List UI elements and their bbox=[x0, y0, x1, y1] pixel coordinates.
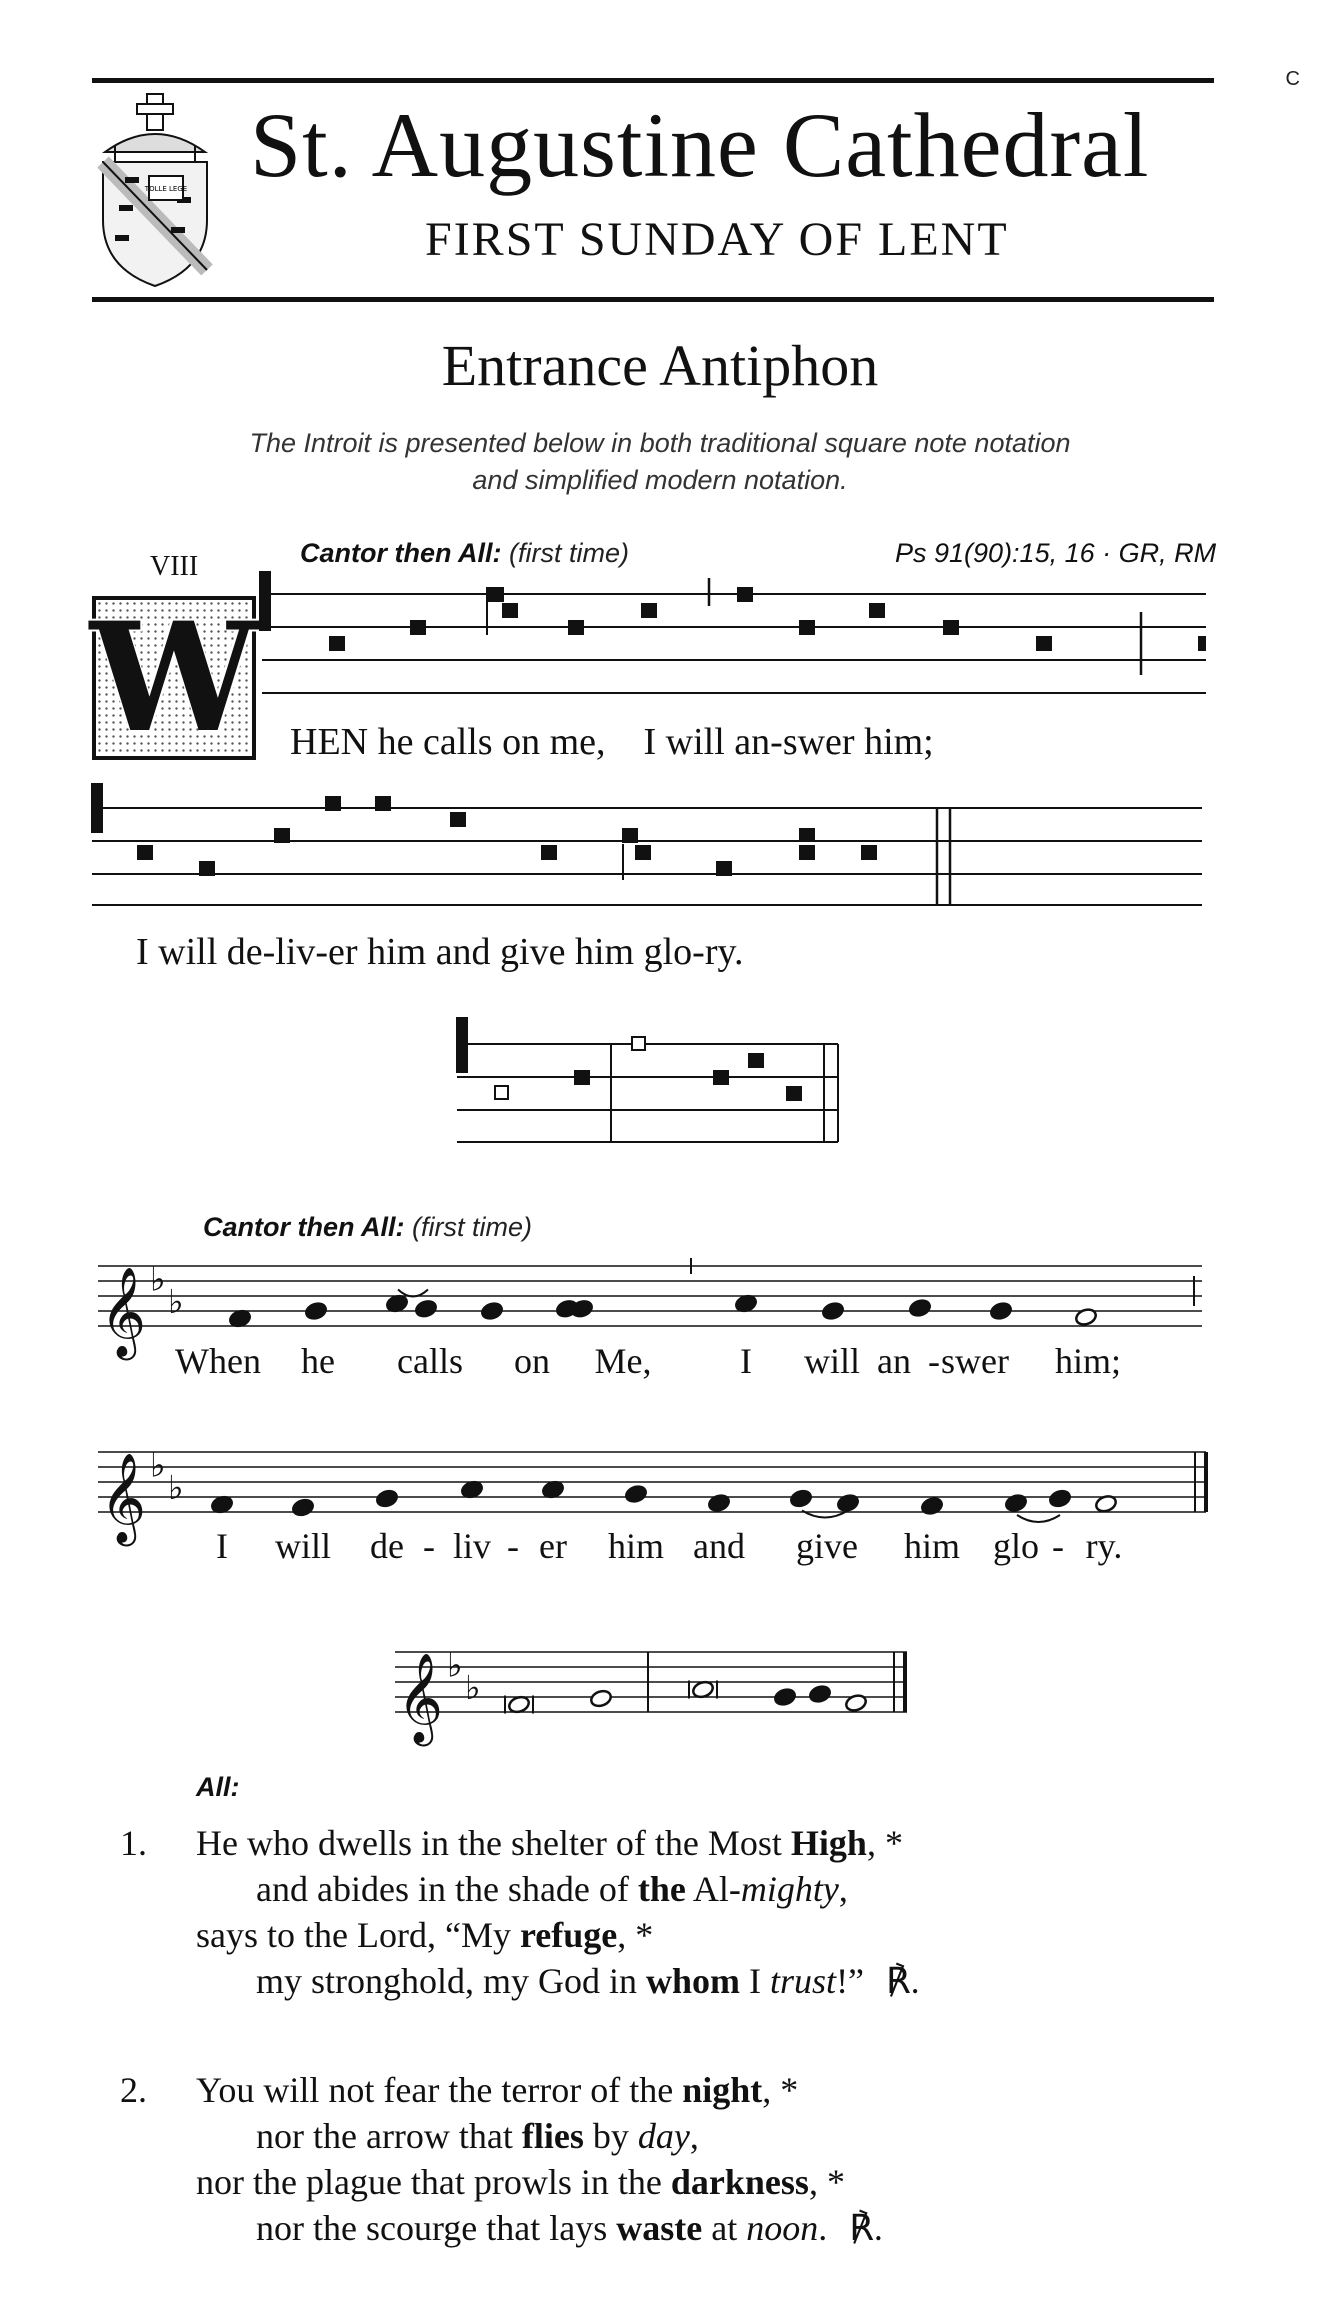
flat-icon: ♭ bbox=[168, 1282, 184, 1321]
psalm-reference: Ps 91(90):15, 16 · GR, RM bbox=[895, 538, 1217, 568]
flat-icon: ♭ bbox=[168, 1468, 184, 1507]
modern-syllable: liv bbox=[452, 1526, 491, 1566]
note-head bbox=[291, 1498, 315, 1518]
modern-syllable: - bbox=[1052, 1526, 1064, 1566]
verse-number: 1. bbox=[120, 1823, 147, 1863]
modern-syllable: him; bbox=[1054, 1341, 1121, 1381]
modern-syllable: he bbox=[301, 1341, 335, 1381]
note-head bbox=[844, 1693, 868, 1713]
modern-syllable: er bbox=[539, 1526, 567, 1566]
verse-line bbox=[256, 2115, 699, 2157]
modern-syllable: him bbox=[607, 1526, 664, 1566]
modern-syllable: ry. bbox=[1085, 1526, 1123, 1566]
modern-amen-staff bbox=[395, 1652, 907, 1712]
note-head bbox=[210, 1495, 234, 1515]
modern-syllable: will bbox=[803, 1341, 860, 1381]
intro-line-2: and simplified modern notation. bbox=[472, 465, 848, 495]
verse-line bbox=[196, 2069, 798, 2111]
modern-instruction-bold: Cantor then All: bbox=[203, 1212, 405, 1242]
page-subtitle: FIRST SUNDAY OF LENT bbox=[425, 213, 1009, 266]
note-head bbox=[414, 1299, 438, 1319]
accent-syllable: waste bbox=[616, 2208, 703, 2248]
note-head bbox=[789, 1489, 813, 1509]
verse-line bbox=[196, 1822, 903, 1864]
note-head bbox=[624, 1484, 648, 1504]
modern-syllable: an bbox=[877, 1341, 911, 1381]
accent-syllable: darkness bbox=[670, 2162, 809, 2202]
accent-syllable: refuge bbox=[519, 1915, 618, 1955]
modern-syllable: swer bbox=[941, 1341, 1009, 1381]
note-head bbox=[385, 1294, 409, 1314]
flat-icon: ♭ bbox=[447, 1645, 463, 1685]
accent-syllable: night bbox=[682, 2070, 763, 2110]
verse-line bbox=[256, 1868, 848, 1910]
treble-clef-icon: 𝄞 bbox=[100, 1267, 147, 1357]
accent-syllable: High bbox=[790, 1823, 867, 1863]
verse-text: , bbox=[838, 1869, 848, 1909]
verse-number: 2. bbox=[120, 2070, 147, 2110]
note-head bbox=[304, 1301, 328, 1321]
intro-line-1: The Introit is presented below in both traditional square note notation bbox=[249, 428, 1071, 458]
accent-syllable: the bbox=[637, 1869, 686, 1909]
accent-syllable: flies bbox=[521, 2116, 584, 2156]
verse-line bbox=[256, 1960, 920, 2002]
verse-text: and abides in the shade of bbox=[256, 1869, 638, 1909]
accent-syllable: whom bbox=[646, 1961, 741, 2001]
verse-text: , * bbox=[808, 2162, 845, 2202]
flat-icon: ♭ bbox=[150, 1259, 166, 1299]
modern-syllable: When bbox=[175, 1341, 261, 1381]
verse-line bbox=[256, 2207, 883, 2249]
note-head bbox=[570, 1299, 594, 1319]
note-head bbox=[908, 1298, 932, 1318]
response-symbol: ℟. bbox=[849, 2208, 883, 2248]
modern-syllable: - bbox=[507, 1526, 519, 1566]
initial-letter: W bbox=[89, 590, 259, 766]
note-head bbox=[1048, 1489, 1072, 1509]
chant-lyrics-line-2: I will de-liv-er him and give him glo-ry. bbox=[136, 931, 744, 973]
note-head bbox=[773, 1687, 797, 1707]
modern-instruction bbox=[203, 1212, 532, 1243]
slur bbox=[1017, 1515, 1060, 1522]
verse-text: by bbox=[583, 2116, 638, 2156]
section-title: Entrance Antiphon bbox=[441, 333, 879, 398]
mediant-syllable: noon bbox=[746, 2208, 819, 2248]
chant-instruction-bold: Cantor then All: bbox=[300, 538, 502, 568]
note-head bbox=[1094, 1494, 1118, 1514]
all-label: All: bbox=[196, 1772, 240, 1802]
verse-text: I bbox=[740, 1961, 771, 2001]
note-head bbox=[1004, 1493, 1028, 1513]
verse-text: . bbox=[818, 2208, 828, 2248]
verse-line bbox=[196, 2161, 845, 2203]
modern-syllable: I bbox=[216, 1526, 228, 1566]
modern-syllable: I bbox=[740, 1341, 752, 1381]
mediant-syllable: mighty bbox=[740, 1869, 839, 1909]
mediant-syllable: day bbox=[637, 2116, 690, 2156]
verse-text: my stronghold, my God in bbox=[256, 1961, 647, 2001]
header-top-rule bbox=[92, 78, 1214, 83]
verse-text: nor the plague that prowls in the bbox=[196, 2162, 671, 2202]
chant-instruction-italic: (first time) bbox=[509, 538, 629, 568]
modern-staff-2 bbox=[98, 1452, 1206, 1512]
note-head bbox=[228, 1309, 252, 1329]
note-head bbox=[480, 1301, 504, 1321]
verse-text: , * bbox=[617, 1915, 654, 1955]
verse-text: at bbox=[702, 2208, 747, 2248]
modern-syllable: him bbox=[903, 1526, 960, 1566]
modern-staff-1 bbox=[98, 1266, 1202, 1326]
treble-clef-icon: 𝄞 bbox=[100, 1453, 147, 1543]
note-head bbox=[541, 1480, 565, 1500]
modern-syllable: on bbox=[514, 1341, 550, 1381]
note-head bbox=[836, 1493, 860, 1513]
verse-text: He who dwells in the shelter of the Most bbox=[196, 1823, 791, 1863]
response-symbol: ℟. bbox=[886, 1961, 920, 2001]
note-head bbox=[375, 1489, 399, 1509]
mediant-syllable: trust bbox=[770, 1961, 837, 2001]
verse-text: nor the scourge that lays bbox=[256, 2208, 617, 2248]
diocesan-crest-icon bbox=[85, 90, 225, 290]
verse-text: You will not fear the terror of the bbox=[196, 2070, 683, 2110]
page-title: St. Augustine Cathedral bbox=[250, 94, 1150, 196]
treble-clef-icon: 𝄞 bbox=[397, 1653, 444, 1743]
verse-text: , bbox=[689, 2116, 699, 2156]
verse-text: nor the arrow that bbox=[256, 2116, 522, 2156]
modern-syllable: de bbox=[370, 1526, 404, 1566]
note-head bbox=[555, 1299, 579, 1319]
modern-syllable: - bbox=[928, 1341, 940, 1381]
modern-syllable: Me, bbox=[594, 1341, 652, 1381]
verse-text: , * bbox=[762, 2070, 799, 2110]
flat-icon: ♭ bbox=[465, 1668, 481, 1707]
modern-syllable: will bbox=[274, 1526, 331, 1566]
verse-text: says to the Lord, “My bbox=[196, 1915, 520, 1955]
note-head bbox=[734, 1294, 758, 1314]
note-head bbox=[989, 1301, 1013, 1321]
breve-note bbox=[507, 1695, 531, 1715]
modern-syllable: and bbox=[693, 1526, 745, 1566]
note-head bbox=[460, 1480, 484, 1500]
flat-icon: ♭ bbox=[150, 1445, 166, 1485]
verse-text: , * bbox=[866, 1823, 903, 1863]
note-head bbox=[808, 1684, 832, 1704]
chant-mode: VIII bbox=[150, 551, 199, 582]
note-head bbox=[821, 1301, 845, 1321]
slur bbox=[802, 1511, 848, 1518]
chant-lyrics-line-1: HEN he calls on me, I will an-swer him; bbox=[290, 721, 934, 763]
header-bottom-rule bbox=[92, 297, 1214, 302]
decorated-initial bbox=[89, 590, 259, 766]
corner-mark: C bbox=[1285, 68, 1300, 90]
crest-motto: TOLLE LEGE bbox=[144, 185, 188, 193]
note-head bbox=[589, 1689, 613, 1709]
modern-instruction-italic: (first time) bbox=[412, 1212, 532, 1242]
note-head bbox=[920, 1496, 944, 1516]
note-head bbox=[1074, 1307, 1098, 1327]
modern-syllable: glo bbox=[992, 1526, 1039, 1566]
modern-syllable: - bbox=[423, 1526, 435, 1566]
modern-syllable: give bbox=[796, 1526, 858, 1566]
breve-note bbox=[691, 1680, 715, 1700]
slur bbox=[398, 1290, 428, 1297]
chant-instruction bbox=[300, 538, 629, 569]
note-head bbox=[707, 1493, 731, 1513]
modern-syllable: calls bbox=[397, 1341, 463, 1381]
verse-line bbox=[196, 1914, 653, 1956]
verse-text: Al- bbox=[685, 1869, 741, 1909]
verse-text: !” bbox=[836, 1961, 865, 2001]
